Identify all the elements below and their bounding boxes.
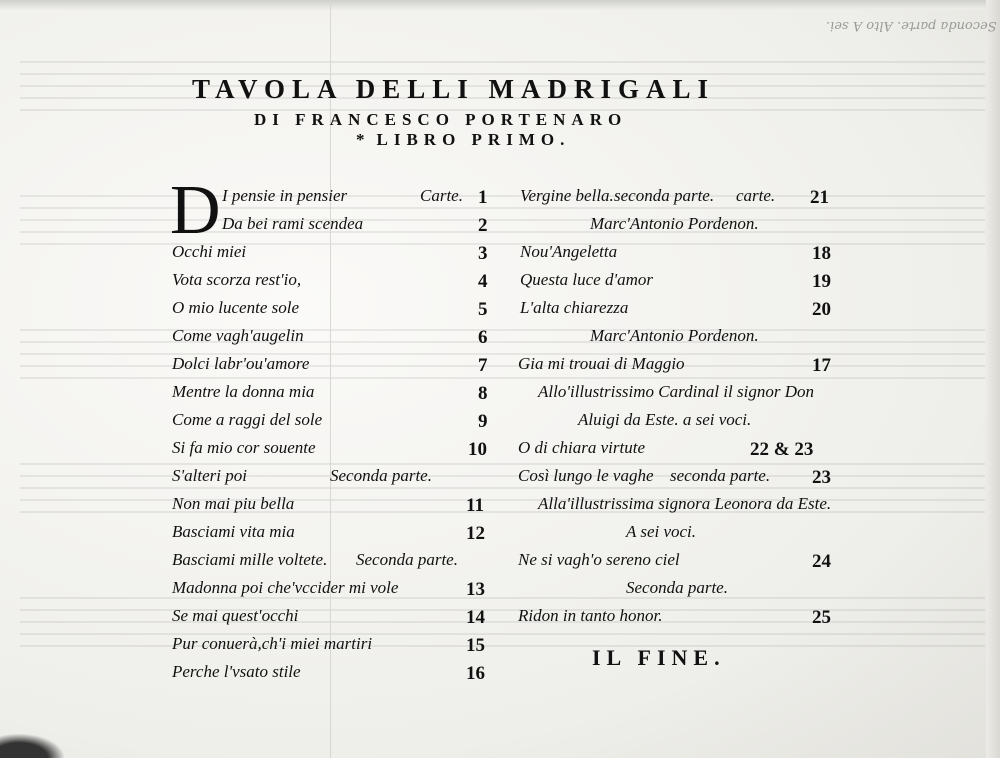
entry-page-number: 22 & 23 — [750, 439, 814, 460]
entry-page-number: 17 — [812, 355, 831, 376]
entry-title: Si fa mio cor souente — [172, 438, 316, 457]
dedication-heading: Allo'illustrissimo Cardinal il signor Don — [538, 382, 814, 401]
entry-page-number: 11 — [466, 495, 484, 516]
entry-note: Seconda parte. — [356, 550, 458, 569]
entry-page-number: 5 — [478, 299, 488, 320]
entry-page-number: 20 — [812, 299, 831, 320]
fleuron-mark: * — [356, 130, 371, 149]
entry-title: Da bei rami scendea — [222, 214, 364, 233]
entry-page-number: 25 — [812, 607, 831, 628]
entry-title: Madonna poi che'vccider mi vole — [172, 578, 399, 597]
page-right-edge — [986, 0, 1000, 758]
ink-blot — [0, 734, 64, 758]
entry-title: O di chiara virtute — [518, 438, 646, 457]
entry-title: Mentre la donna mia — [172, 382, 315, 401]
entry-page-number: 3 — [478, 243, 488, 264]
entry-page-number: 14 — [466, 607, 485, 628]
composer-heading: Marc'Antonio Pordenon. — [590, 214, 759, 233]
entry-page-number: 6 — [478, 327, 488, 348]
dedication-heading: A sei voci. — [626, 522, 697, 541]
entry-title: Vergine bella. — [520, 186, 614, 205]
entry-page-number: 19 — [812, 271, 831, 292]
entry-page-number: 23 — [812, 467, 831, 488]
entry-title: I pensie in pensier — [222, 186, 348, 205]
page-top-edge — [0, 0, 1000, 10]
entry-page-number: 8 — [478, 383, 488, 404]
dedication-heading: Aluigi da Este. a sei voci. — [578, 410, 752, 429]
entry-title: Pur conuerà,ch'i miei martiri — [172, 634, 373, 653]
entry-page-number: 2 — [478, 215, 488, 236]
composer-heading: Marc'Antonio Pordenon. — [590, 326, 759, 345]
entry-title: Basciami mille voltete. — [172, 550, 328, 569]
entry-title: Nou'Angeletta — [520, 242, 618, 261]
book-label-text: LIBRO PRIMO. — [376, 130, 571, 149]
entry-title: Come vagh'augelin — [172, 326, 304, 345]
page-title: TAVOLA DELLI MADRIGALI — [192, 74, 716, 104]
entry-page-number: 13 — [466, 579, 485, 600]
drop-capital: D — [170, 172, 221, 249]
bleed-through-heading: Seconda parte. Alto A sei. — [826, 18, 997, 33]
entry-title: Gia mi trouai di Maggio — [518, 354, 685, 373]
entry-page-number: 15 — [466, 635, 485, 656]
entry-title: Vota scorza rest'io, — [172, 270, 302, 289]
entry-note: Seconda parte. — [330, 466, 432, 485]
entry-title: Come a raggi del sole — [172, 410, 323, 429]
entry-title: S'alteri poi — [172, 466, 247, 485]
page-subtitle: DI FRANCESCO PORTENARO — [254, 110, 628, 129]
entry-page-number: 12 — [466, 523, 485, 544]
entry-page-number: 16 — [466, 663, 485, 684]
entry-title: Così lungo le vaghe — [518, 466, 654, 485]
entry-title: Se mai quest'occhi — [172, 606, 299, 625]
entry-title: O mio lucente sole — [172, 298, 299, 317]
entry-title: Non mai piu bella — [172, 494, 295, 513]
entry-page-number: 4 — [478, 271, 488, 292]
entry-title: L'alta chiarezza — [520, 298, 629, 317]
entry-title: Questa luce d'amor — [520, 270, 654, 289]
entry-title: Perche l'vsato stile — [172, 662, 301, 681]
entry-note: seconda parte. — [614, 186, 715, 205]
entry-page-number: 10 — [468, 439, 487, 460]
entry-title: Ridon in tanto honor. — [518, 606, 663, 625]
entry-page-number: 7 — [478, 355, 488, 376]
section-heading: Seconda parte. — [626, 578, 728, 597]
entry-note: Carte. — [420, 186, 463, 205]
entry-page-number: 24 — [812, 551, 831, 572]
dedication-heading: Alla'illustrissima signora Leonora da Este. — [538, 494, 832, 513]
entry-title: Dolci labr'ou'amore — [172, 354, 310, 373]
entry-note: seconda parte. — [670, 466, 771, 485]
book-label — [356, 130, 656, 150]
entry-title: Ne si vagh'o sereno ciel — [518, 550, 680, 569]
entry-page-number: 9 — [478, 411, 488, 432]
entry-page-number: 1 — [478, 187, 488, 208]
entry-page-number: 18 — [812, 243, 831, 264]
entry-title: Basciami vita mia — [172, 522, 295, 541]
end-colophon: IL FINE. — [592, 645, 726, 670]
entry-page-number: 21 — [810, 187, 829, 208]
entry-title: Occhi miei — [172, 242, 247, 261]
entry-note-carte: carte. — [736, 186, 776, 205]
